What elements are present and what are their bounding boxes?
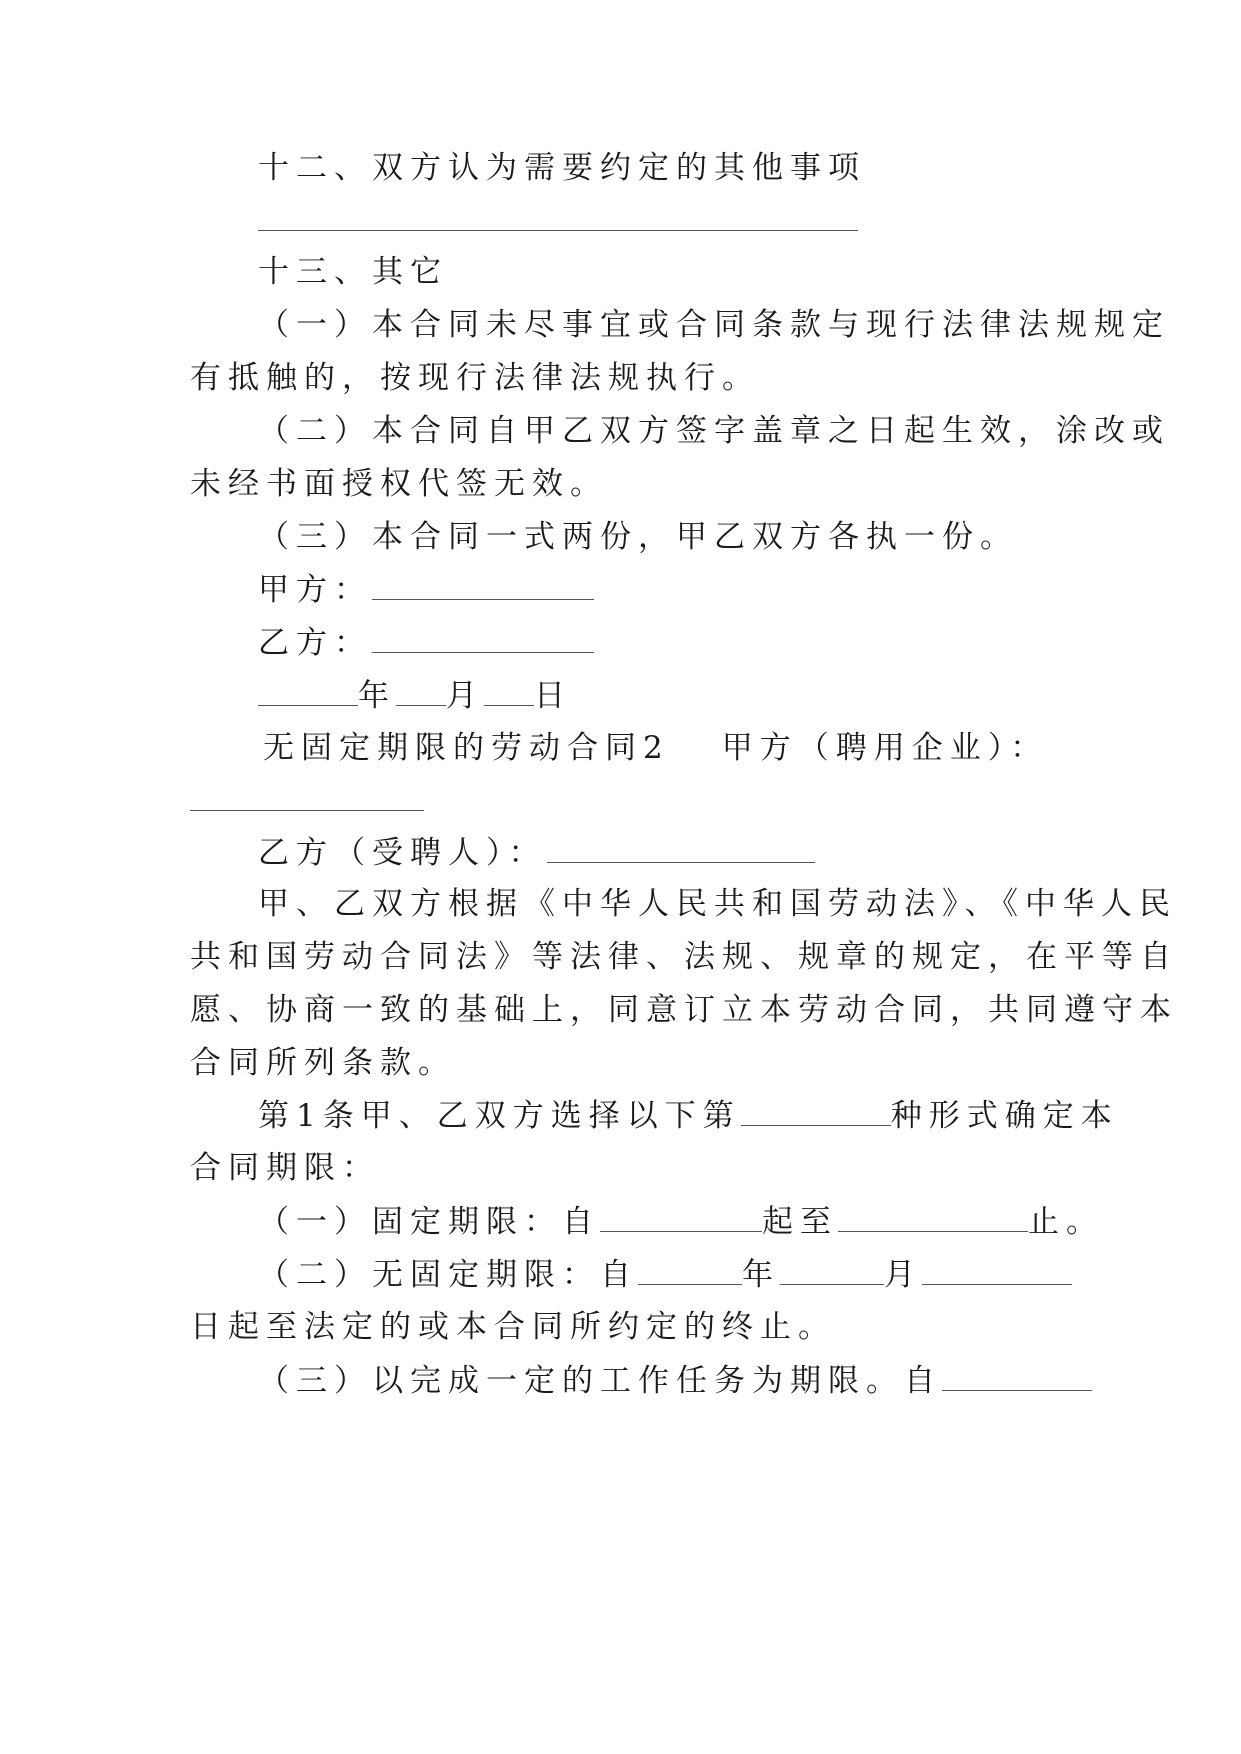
term-option-2-month-blank[interactable] bbox=[780, 1254, 884, 1285]
preamble-line-4 bbox=[190, 1043, 1060, 1083]
contract-2-party-a-blank[interactable] bbox=[190, 780, 424, 811]
clause-13-item-2-cont bbox=[190, 464, 1060, 504]
contract-2-party-b-line bbox=[258, 832, 1060, 872]
year-label: 年 bbox=[358, 678, 396, 714]
term-option-2-text-a: （二）无固定期限：自 bbox=[258, 1257, 638, 1293]
clause-13-item-1 bbox=[258, 305, 1170, 345]
preamble-text-2: 共和国劳动合同法》等法律、法规、规章的规定，在平等自 bbox=[190, 939, 1178, 975]
clause-13-item-3 bbox=[258, 517, 1060, 557]
party-b-signature-line bbox=[258, 622, 1060, 662]
term-option-1-line bbox=[258, 1201, 1104, 1241]
clause-13-item-2-text: （二）本合同自甲乙双方签字盖章之日起生效，涂改或 bbox=[258, 413, 1170, 449]
term-option-2-month-label: 月 bbox=[884, 1257, 922, 1293]
article-1-form-blank[interactable] bbox=[741, 1095, 891, 1126]
article-1-line-2 bbox=[190, 1148, 1060, 1188]
term-option-3-text-a: （三）以完成一定的工作任务为期限。自 bbox=[258, 1363, 942, 1399]
clause-12-heading bbox=[258, 148, 1060, 188]
contract-2-party-b-label: 乙方（受聘人）： bbox=[258, 835, 547, 871]
party-a-blank[interactable] bbox=[372, 569, 594, 600]
contract-2-title-line bbox=[263, 728, 1060, 768]
clause-13-item-3-text: （三）本合同一式两份，甲乙双方各执一份。 bbox=[258, 519, 1018, 555]
clause-13-item-1-text: （一）本合同未尽事宜或合同条款与现行法律法规规定 bbox=[258, 307, 1170, 343]
day-label: 日 bbox=[534, 678, 572, 714]
term-option-1-text-b: 起至 bbox=[762, 1204, 838, 1240]
year-blank[interactable] bbox=[258, 675, 358, 706]
term-option-2-year-blank[interactable] bbox=[638, 1254, 742, 1285]
preamble-line-2 bbox=[190, 937, 1178, 977]
party-b-label: 乙方： bbox=[258, 625, 372, 661]
month-blank[interactable] bbox=[396, 675, 446, 706]
preamble-line-3 bbox=[190, 990, 1178, 1030]
clause-12-blank-line bbox=[258, 200, 1060, 240]
article-1-line-1 bbox=[258, 1095, 1119, 1135]
term-option-1-text-a: （一）固定期限：自 bbox=[258, 1204, 600, 1240]
contract-2-title: 无固定期限的劳动合同2 bbox=[263, 730, 670, 766]
article-1-text-b: 种形式确定本 bbox=[890, 1098, 1119, 1134]
month-label: 月 bbox=[446, 678, 484, 714]
contract-2-party-a-blank-line bbox=[190, 780, 1060, 820]
date-line bbox=[258, 675, 1060, 715]
day-blank[interactable] bbox=[484, 675, 534, 706]
contract-2-party-a-label: 甲方（聘用企业）： bbox=[721, 730, 1049, 766]
term-option-3-blank[interactable] bbox=[942, 1360, 1092, 1391]
term-option-2-line bbox=[258, 1254, 1060, 1294]
term-option-1-end-blank[interactable] bbox=[838, 1201, 1028, 1232]
term-option-2-cont-text: 日起至法定的或本合同所约定的终止。 bbox=[190, 1309, 836, 1345]
term-option-2-year-label: 年 bbox=[742, 1257, 780, 1293]
contract-2-party-b-blank[interactable] bbox=[547, 832, 815, 863]
clause-13-text: 十三、其它 bbox=[258, 254, 448, 290]
preamble-text-3: 愿、协商一致的基础上，同意订立本劳动合同，共同遵守本 bbox=[190, 992, 1178, 1028]
clause-13-item-2 bbox=[258, 411, 1170, 451]
preamble-line-1 bbox=[258, 884, 1177, 924]
term-option-3-line bbox=[258, 1360, 1060, 1400]
term-option-1-start-blank[interactable] bbox=[600, 1201, 762, 1232]
article-1-text-cont: 合同期限： bbox=[190, 1150, 380, 1186]
term-option-1-text-c: 止。 bbox=[1028, 1204, 1104, 1240]
term-option-2-cont bbox=[190, 1307, 1060, 1347]
article-1-text-a: 第1条甲、乙双方选择以下第 bbox=[258, 1098, 741, 1134]
party-a-signature-line bbox=[258, 569, 1060, 609]
clause-12-blank[interactable] bbox=[258, 200, 858, 231]
clause-13-item-2-cont-text: 未经书面授权代签无效。 bbox=[190, 466, 608, 502]
party-b-blank[interactable] bbox=[372, 622, 594, 653]
clause-13-item-1-cont-text: 有抵触的，按现行法律法规执行。 bbox=[190, 360, 760, 396]
term-option-2-day-blank[interactable] bbox=[922, 1254, 1072, 1285]
preamble-text-4: 合同所列条款。 bbox=[190, 1045, 456, 1081]
party-a-label: 甲方： bbox=[258, 572, 372, 608]
clause-13-heading bbox=[258, 252, 1060, 292]
clause-13-item-1-cont bbox=[190, 358, 1060, 398]
preamble-text-1: 甲、乙双方根据《中华人民共和国劳动法》、《中华人民 bbox=[258, 886, 1177, 922]
clause-12-text: 十二、双方认为需要约定的其他事项 bbox=[258, 150, 866, 186]
